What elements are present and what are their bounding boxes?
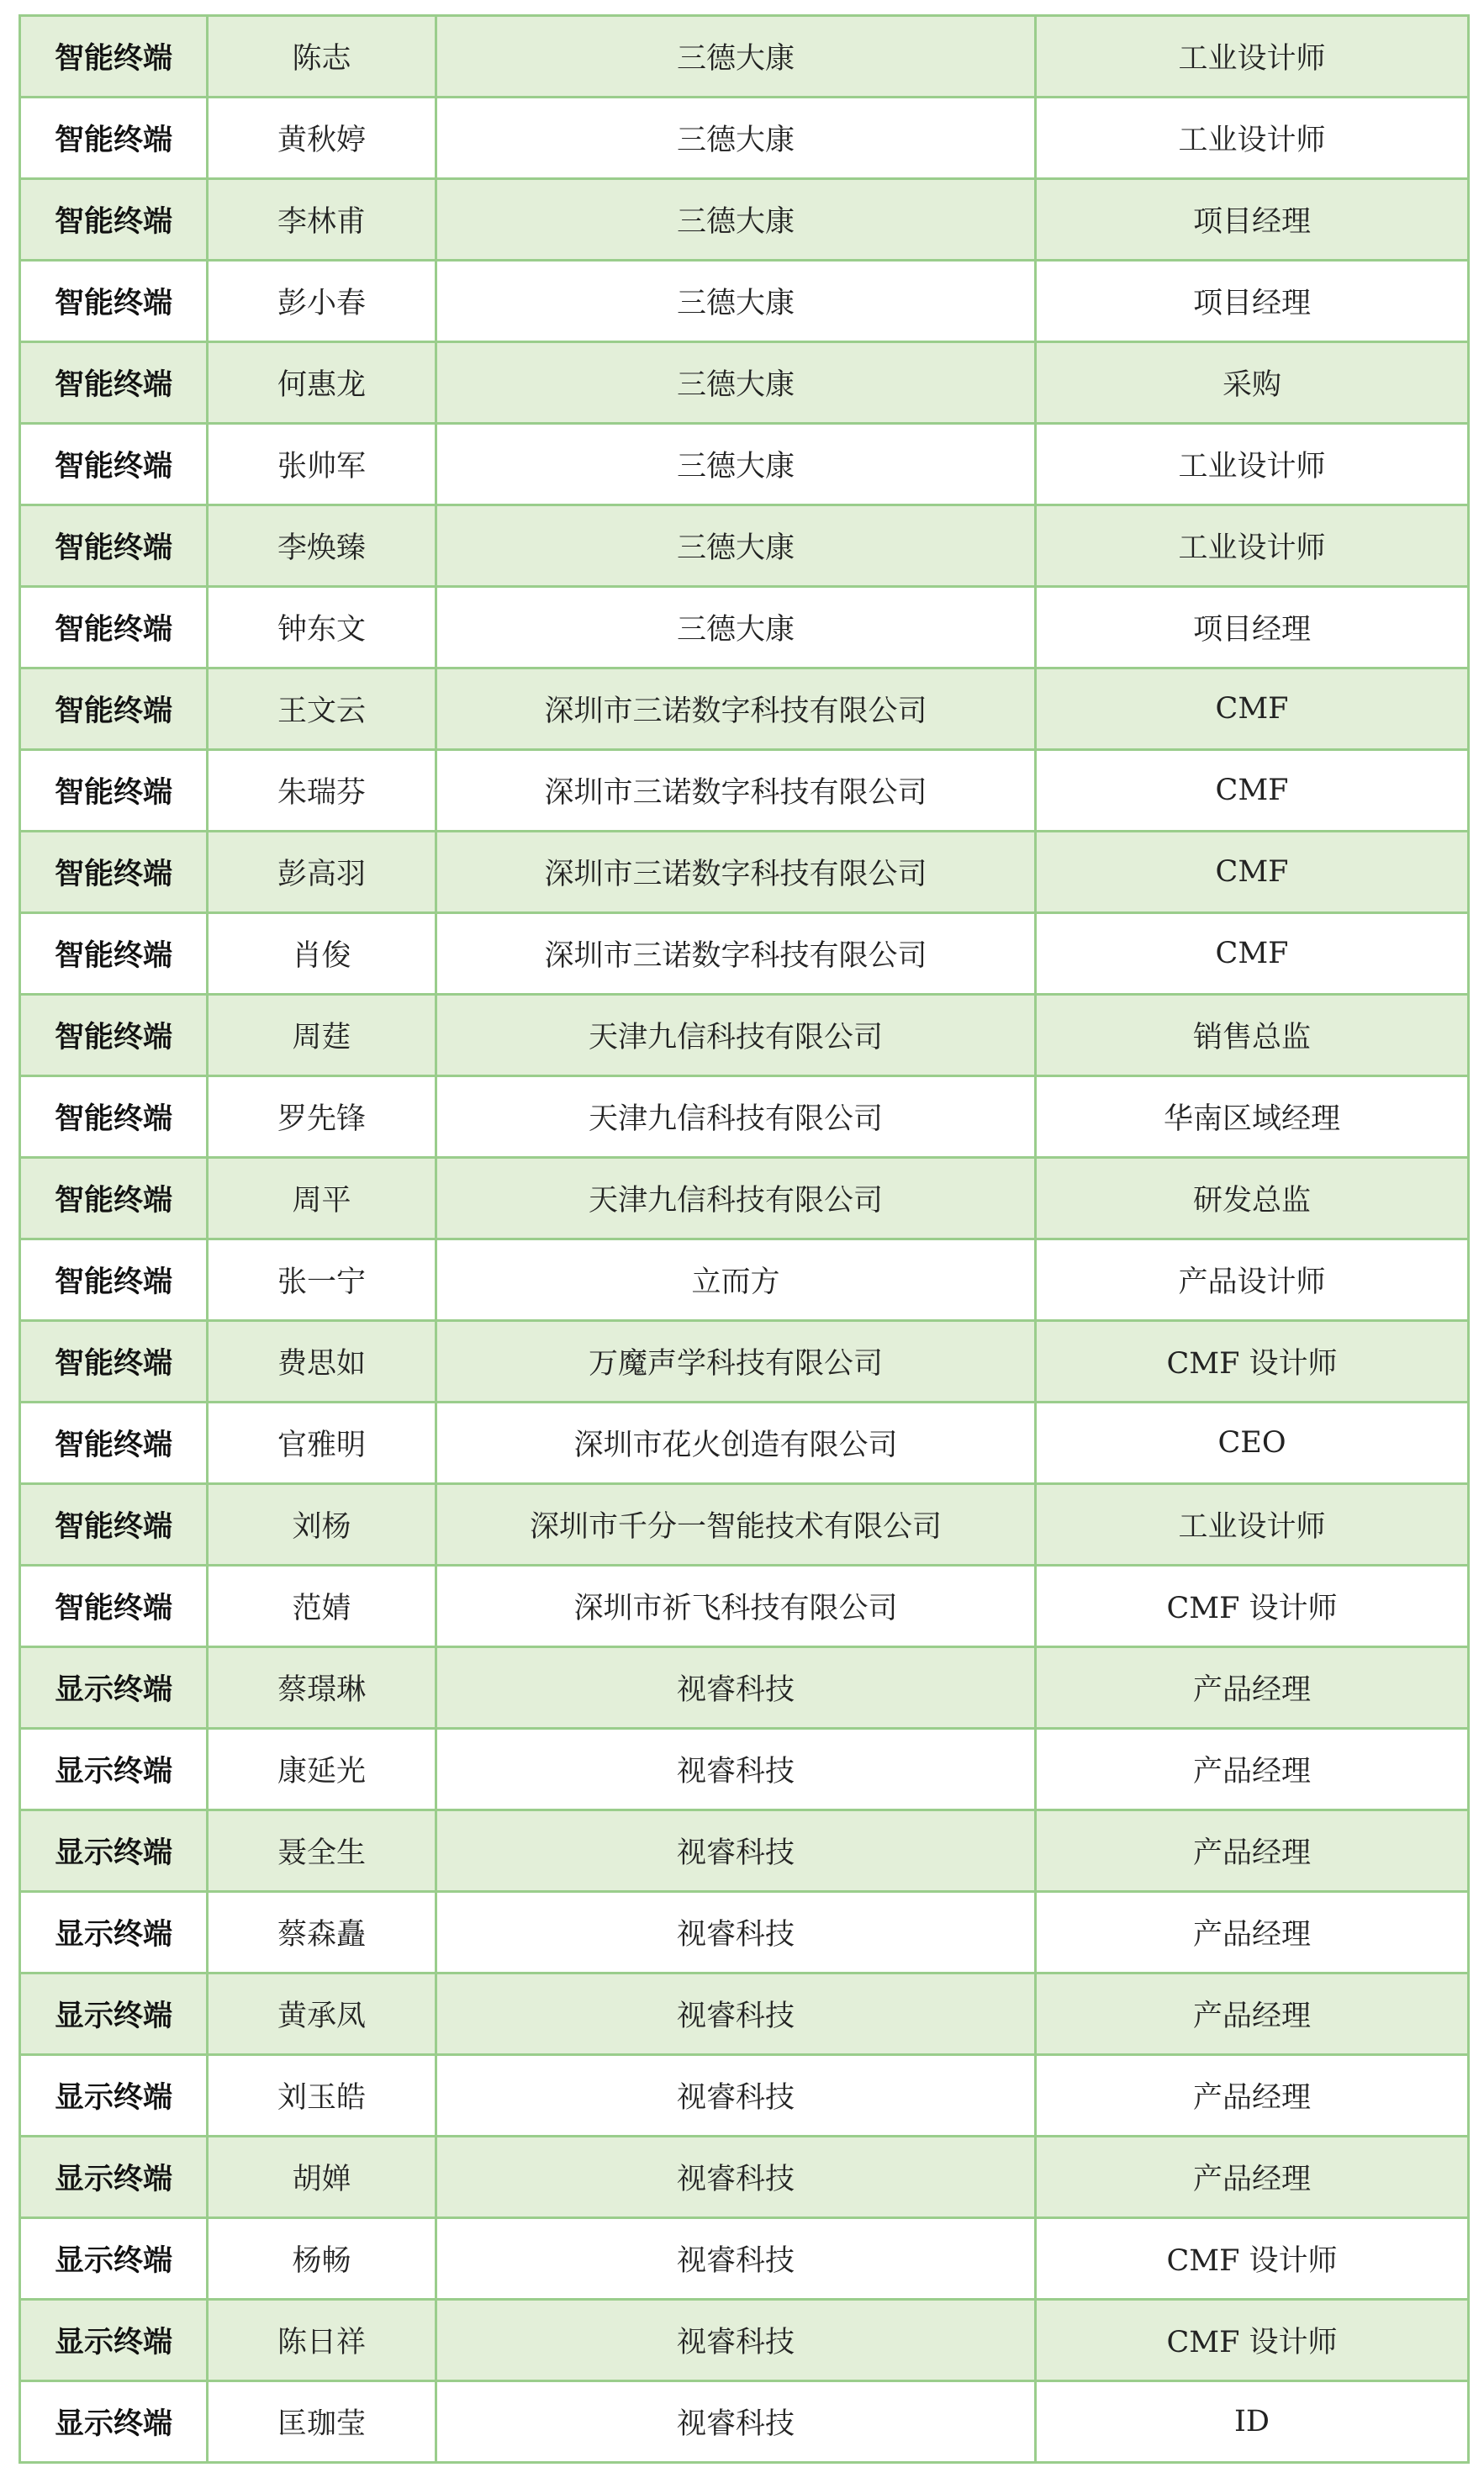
cell-name: 肖俊 [208, 913, 436, 995]
table-row [20, 668, 1469, 750]
table-row [20, 995, 1469, 1076]
cell-name: 刘玉皓 [208, 2055, 436, 2137]
cell-category: 智能终端 [20, 1158, 208, 1239]
cell-title: 采购 [1036, 342, 1469, 424]
table-row [20, 1239, 1469, 1321]
cell-company: 立而方 [436, 1239, 1036, 1321]
table-row [20, 1973, 1469, 2055]
cell-name: 李林甫 [208, 179, 436, 261]
cell-category: 显示终端 [20, 2055, 208, 2137]
table-row [20, 98, 1469, 179]
cell-title: 产品经理 [1036, 1647, 1469, 1729]
table-row [20, 342, 1469, 424]
cell-category: 智能终端 [20, 668, 208, 750]
cell-name: 王文云 [208, 668, 436, 750]
cell-title: 销售总监 [1036, 995, 1469, 1076]
cell-name: 蔡璟琳 [208, 1647, 436, 1729]
cell-company: 天津九信科技有限公司 [436, 1076, 1036, 1158]
cell-name: 胡婵 [208, 2137, 436, 2218]
cell-name: 周莛 [208, 995, 436, 1076]
cell-company: 三德大康 [436, 342, 1036, 424]
table-row [20, 1729, 1469, 1810]
cell-company: 三德大康 [436, 505, 1036, 587]
table-row [20, 505, 1469, 587]
table-row [20, 179, 1469, 261]
cell-name: 张帅军 [208, 424, 436, 505]
cell-category: 智能终端 [20, 913, 208, 995]
cell-company: 三德大康 [436, 587, 1036, 668]
cell-title: 工业设计师 [1036, 505, 1469, 587]
cell-name: 张一宁 [208, 1239, 436, 1321]
cell-name: 彭高羽 [208, 832, 436, 913]
cell-company: 深圳市祈飞科技有限公司 [436, 1566, 1036, 1647]
table-row [20, 750, 1469, 832]
cell-name: 匡珈莹 [208, 2381, 436, 2463]
cell-name: 陈日祥 [208, 2300, 436, 2381]
cell-name: 李焕臻 [208, 505, 436, 587]
cell-category: 智能终端 [20, 1076, 208, 1158]
cell-title: CMF [1036, 913, 1469, 995]
table-row [20, 1566, 1469, 1647]
cell-category: 智能终端 [20, 342, 208, 424]
cell-title: CMF [1036, 668, 1469, 750]
cell-company: 视睿科技 [436, 1973, 1036, 2055]
cell-company: 深圳市三诺数字科技有限公司 [436, 750, 1036, 832]
cell-company: 深圳市千分一智能技术有限公司 [436, 1484, 1036, 1566]
table-row [20, 913, 1469, 995]
cell-title: 工业设计师 [1036, 98, 1469, 179]
cell-category: 显示终端 [20, 1647, 208, 1729]
cell-company: 视睿科技 [436, 1729, 1036, 1810]
cell-title: CMF 设计师 [1036, 1566, 1469, 1647]
cell-name: 康延光 [208, 1729, 436, 1810]
cell-name: 何惠龙 [208, 342, 436, 424]
cell-company: 三德大康 [436, 424, 1036, 505]
cell-category: 显示终端 [20, 1810, 208, 1892]
table-row [20, 2055, 1469, 2137]
cell-company: 视睿科技 [436, 2218, 1036, 2300]
cell-name: 彭小春 [208, 261, 436, 342]
cell-name: 钟东文 [208, 587, 436, 668]
cell-company: 视睿科技 [436, 1892, 1036, 1973]
cell-name: 罗先锋 [208, 1076, 436, 1158]
cell-name: 范婧 [208, 1566, 436, 1647]
cell-category: 智能终端 [20, 261, 208, 342]
cell-company: 万魔声学科技有限公司 [436, 1321, 1036, 1403]
cell-title: 项目经理 [1036, 261, 1469, 342]
cell-company: 深圳市三诺数字科技有限公司 [436, 832, 1036, 913]
cell-title: 华南区域经理 [1036, 1076, 1469, 1158]
cell-category: 智能终端 [20, 1321, 208, 1403]
cell-company: 天津九信科技有限公司 [436, 995, 1036, 1076]
cell-company: 三德大康 [436, 179, 1036, 261]
cell-category: 智能终端 [20, 505, 208, 587]
cell-title: 产品设计师 [1036, 1239, 1469, 1321]
cell-name: 聂全生 [208, 1810, 436, 1892]
cell-title: CEO [1036, 1403, 1469, 1484]
cell-title: CMF [1036, 832, 1469, 913]
cell-category: 智能终端 [20, 179, 208, 261]
cell-title: CMF 设计师 [1036, 1321, 1469, 1403]
cell-company: 视睿科技 [436, 2137, 1036, 2218]
cell-category: 显示终端 [20, 2218, 208, 2300]
cell-name: 黄秋婷 [208, 98, 436, 179]
cell-category: 显示终端 [20, 1973, 208, 2055]
cell-title: 产品经理 [1036, 1810, 1469, 1892]
table-row [20, 261, 1469, 342]
cell-category: 显示终端 [20, 1729, 208, 1810]
table-row [20, 1403, 1469, 1484]
table-row [20, 1647, 1469, 1729]
table-row [20, 2137, 1469, 2218]
cell-title: CMF [1036, 750, 1469, 832]
table-row [20, 1892, 1469, 1973]
cell-title: 工业设计师 [1036, 1484, 1469, 1566]
cell-category: 智能终端 [20, 750, 208, 832]
cell-title: 产品经理 [1036, 1892, 1469, 1973]
cell-title: 研发总监 [1036, 1158, 1469, 1239]
cell-category: 智能终端 [20, 16, 208, 98]
cell-company: 深圳市花火创造有限公司 [436, 1403, 1036, 1484]
table-row [20, 424, 1469, 505]
cell-name: 刘杨 [208, 1484, 436, 1566]
table-row [20, 2218, 1469, 2300]
cell-title: CMF 设计师 [1036, 2300, 1469, 2381]
cell-category: 智能终端 [20, 1403, 208, 1484]
cell-title: 项目经理 [1036, 179, 1469, 261]
table-row [20, 16, 1469, 98]
table-row [20, 832, 1469, 913]
cell-name: 周平 [208, 1158, 436, 1239]
cell-category: 显示终端 [20, 2137, 208, 2218]
cell-category: 显示终端 [20, 2381, 208, 2463]
cell-company: 三德大康 [436, 98, 1036, 179]
cell-company: 深圳市三诺数字科技有限公司 [436, 668, 1036, 750]
cell-company: 视睿科技 [436, 2381, 1036, 2463]
cell-name: 费思如 [208, 1321, 436, 1403]
cell-title: 项目经理 [1036, 587, 1469, 668]
table-row [20, 2300, 1469, 2381]
cell-company: 三德大康 [436, 16, 1036, 98]
cell-category: 智能终端 [20, 1566, 208, 1647]
attendee-table-body [20, 16, 1469, 2463]
cell-company: 视睿科技 [436, 2055, 1036, 2137]
table-row [20, 1484, 1469, 1566]
cell-company: 视睿科技 [436, 2300, 1036, 2381]
cell-company: 天津九信科技有限公司 [436, 1158, 1036, 1239]
cell-category: 智能终端 [20, 424, 208, 505]
attendee-table-container [18, 14, 1467, 2464]
cell-title: ID [1036, 2381, 1469, 2463]
cell-title: 产品经理 [1036, 2055, 1469, 2137]
cell-title: 工业设计师 [1036, 424, 1469, 505]
cell-title: 产品经理 [1036, 2137, 1469, 2218]
cell-title: 产品经理 [1036, 1973, 1469, 2055]
attendee-table [18, 14, 1470, 2464]
cell-category: 智能终端 [20, 995, 208, 1076]
table-row [20, 2381, 1469, 2463]
cell-company: 视睿科技 [436, 1810, 1036, 1892]
cell-name: 官雅明 [208, 1403, 436, 1484]
cell-category: 显示终端 [20, 1892, 208, 1973]
table-row [20, 1076, 1469, 1158]
cell-title: 产品经理 [1036, 1729, 1469, 1810]
table-row [20, 1810, 1469, 1892]
cell-name: 陈志 [208, 16, 436, 98]
cell-company: 视睿科技 [436, 1647, 1036, 1729]
cell-category: 智能终端 [20, 832, 208, 913]
cell-category: 智能终端 [20, 587, 208, 668]
cell-category: 智能终端 [20, 1484, 208, 1566]
cell-category: 智能终端 [20, 1239, 208, 1321]
cell-company: 三德大康 [436, 261, 1036, 342]
table-row [20, 587, 1469, 668]
cell-name: 朱瑞芬 [208, 750, 436, 832]
cell-title: CMF 设计师 [1036, 2218, 1469, 2300]
cell-category: 智能终端 [20, 98, 208, 179]
cell-title: 工业设计师 [1036, 16, 1469, 98]
cell-category: 显示终端 [20, 2300, 208, 2381]
table-row [20, 1321, 1469, 1403]
cell-name: 黄承凤 [208, 1973, 436, 2055]
cell-name: 杨畅 [208, 2218, 436, 2300]
cell-name: 蔡森矗 [208, 1892, 436, 1973]
table-row [20, 1158, 1469, 1239]
cell-company: 深圳市三诺数字科技有限公司 [436, 913, 1036, 995]
